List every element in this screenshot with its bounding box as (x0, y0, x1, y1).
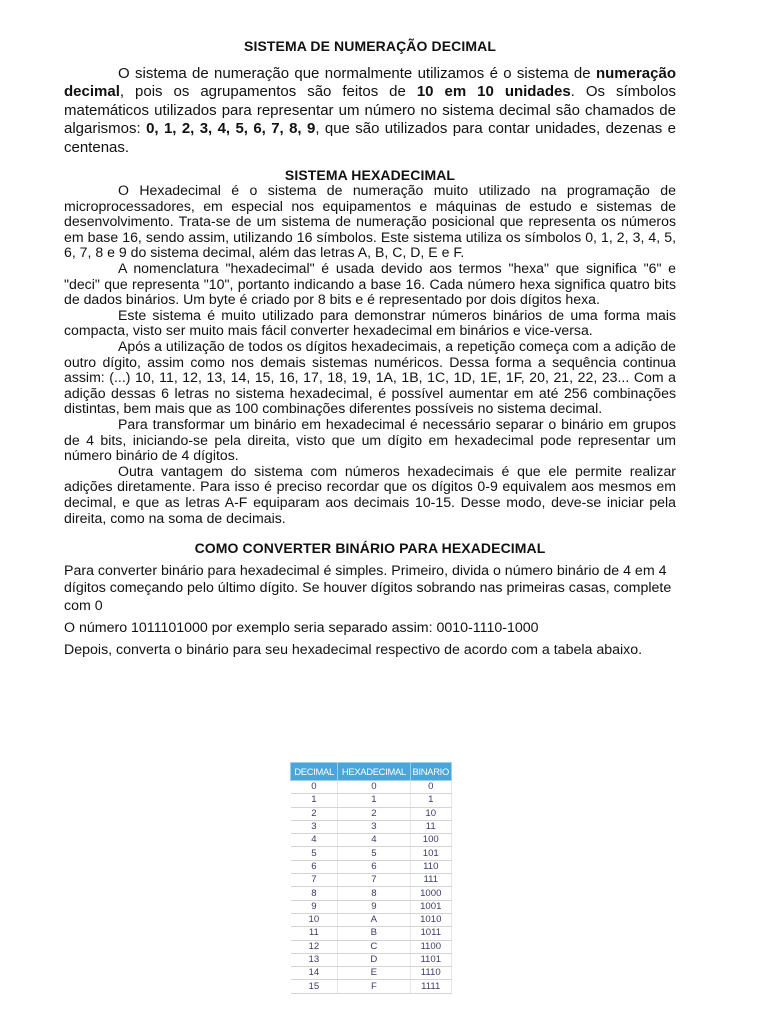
table-row (291, 874, 452, 887)
table-row (291, 781, 452, 794)
bold-digits: 0, 1, 2, 3, 4, 5, 6, 7, 8, 9 (146, 120, 316, 138)
cell-decimal: 12 (291, 940, 338, 953)
cell-decimal: 14 (291, 967, 338, 980)
section-title-conversion: COMO CONVERTER BINÁRIO PARA HEXADECIMAL (194, 540, 546, 557)
table-header-row (291, 763, 452, 781)
cell-hexadecimal: 7 (338, 874, 410, 887)
cell-decimal: 7 (291, 874, 338, 887)
text-span: . Os símbolos matemáticos utilizados para representar um número no sistema decimal são chamados de algarismos: (64, 83, 676, 138)
cell-binario: 1011 (410, 927, 451, 940)
table-row (291, 794, 452, 807)
cell-binario: 0 (410, 781, 451, 794)
cell-decimal: 15 (291, 980, 338, 993)
cell-hexadecimal: E (338, 967, 410, 980)
cell-binario: 111 (410, 874, 451, 887)
cell-binario: 10 (410, 807, 451, 820)
cell-decimal: 8 (291, 887, 338, 900)
table-row (291, 820, 452, 833)
cell-hexadecimal: A (338, 913, 410, 926)
cell-binario: 1100 (410, 940, 451, 953)
cell-hexadecimal: 1 (338, 794, 410, 807)
cell-binario: 1000 (410, 887, 451, 900)
cell-binario: 101 (410, 847, 451, 860)
document-page (64, 38, 676, 660)
table-row (291, 834, 452, 847)
conversion-table-image (290, 762, 452, 994)
table-row (291, 860, 452, 873)
cell-binario: 100 (410, 834, 451, 847)
cell-binario: 1111 (410, 980, 451, 993)
cell-hexadecimal: D (338, 953, 410, 966)
cell-hexadecimal: 3 (338, 820, 410, 833)
cell-hexadecimal: F (338, 980, 410, 993)
paragraph-conv-3: Depois, converta o binário para seu hexadecimal respectivo de acordo com a tabela abaixo. (64, 642, 643, 659)
table-row (291, 913, 452, 926)
cell-decimal: 2 (291, 807, 338, 820)
cell-decimal: 3 (291, 820, 338, 833)
paragraph-decimal (64, 65, 676, 157)
cell-hexadecimal: 8 (338, 887, 410, 900)
cell-hexadecimal: 2 (338, 807, 410, 820)
paragraph-hex-4: Após a utilização de todos os dígitos hexadecimais, a repetição começa com a adição de outro dígito, assim como nos demais sistemas numéricos. Dessa forma a sequência continua assim: (...) 10, 11, 12, 13, 14, 15, 16, 17, 18, 19, 1A, 1B, 1C, 1D, 1E, 1F, 20, 21, 22, 23... Com a adição dessas 6 letras no sistema hexadecimal, é possível aumentar em até 256 combinações distintas, bem mais que as 100 combinações diferentes possíveis no sistema decimal. (64, 337, 676, 417)
cell-decimal: 1 (291, 794, 338, 807)
cell-hexadecimal: 9 (338, 900, 410, 913)
table-row (291, 807, 452, 820)
text-span: , pois os agrupamentos são feitos de (119, 83, 417, 101)
cell-hexadecimal: 0 (338, 781, 410, 794)
table-row (291, 940, 452, 953)
section-title-hexadecimal: SISTEMA HEXADECIMAL (284, 167, 456, 184)
cell-decimal: 13 (291, 953, 338, 966)
bold-term: numeração decimal (64, 65, 676, 101)
section-title-decimal: SISTEMA DE NUMERAÇÃO DECIMAL (244, 38, 496, 54)
cell-hexadecimal: 4 (338, 834, 410, 847)
cell-decimal: 11 (291, 927, 338, 940)
table-row (291, 887, 452, 900)
header-hexadecimal: HEXADECIMAL (338, 763, 410, 781)
cell-decimal: 4 (291, 834, 338, 847)
table-row (291, 927, 452, 940)
table-row (291, 847, 452, 860)
cell-binario: 1101 (410, 953, 451, 966)
cell-decimal: 10 (291, 913, 338, 926)
text-span: O sistema de numeração que normalmente utilizamos é o sistema de (118, 65, 596, 82)
paragraph-hex-2: A nomenclatura "hexadecimal" é usada devido aos termos "hexa" que significa "6" e "deci" que representa "10", portanto indicando a base 16. Cada número hexa significa quatro bits de dados binários. Um byte é criado por 8 bits e é representado por dois dígitos hexa. (64, 260, 676, 308)
cell-binario: 11 (410, 820, 451, 833)
header-binario: BINARIO (410, 763, 451, 781)
cell-binario: 1110 (410, 967, 451, 980)
paragraph-conv-2: O número 1011101000 por exemplo seria separado assim: 0010-1110-1000 (64, 619, 539, 636)
cell-hexadecimal: C (338, 940, 410, 953)
paragraph-conv-1: Para converter binário para hexadecimal é simples. Primeiro, divida o número binário de 4 em 4 dígitos começando pelo último dígito. Se houver dígitos sobrando nas primeiras casas, complete com 0 (64, 563, 672, 614)
table-row (291, 967, 452, 980)
cell-binario: 1 (410, 794, 451, 807)
cell-decimal: 5 (291, 847, 338, 860)
paragraph-hex-1: O Hexadecimal é o sistema de numeração muito utilizado na programação de microprocessadores, em especial nos equipamentos e máquinas de estudo e sistemas de desenvolvimento. Trata-se de um sistema de numeração posicional que representa os números em base 16, sendo assim, utilizando 16 símbolos. Este sistema utiliza os símbolos 0, 1, 2, 3, 4, 5, 6, 7, 8 e 9 do sistema decimal, além das letras A, B, C, D, E e F. (64, 182, 676, 261)
conversion-table (290, 762, 452, 994)
table-row (291, 980, 452, 993)
text-span: , que são utilizados para contar unidades, dezenas e centenas. (64, 120, 676, 156)
cell-decimal: 9 (291, 900, 338, 913)
cell-hexadecimal: B (338, 927, 410, 940)
cell-decimal: 6 (291, 860, 338, 873)
paragraph-hex-6: Outra vantagem do sistema com números hexadecimais é que ele permite realizar adições diretamente. Para isso é preciso recordar que os dígitos 0-9 equivalem aos mesmos em decimal, e que as letras A-F equiparam aos decimais 10-15. Desse modo, deve-se iniciar pela direita, como na soma de decimais. (64, 462, 676, 526)
cell-binario: 1001 (410, 900, 451, 913)
table-row (291, 900, 452, 913)
table-row (291, 953, 452, 966)
paragraph-hex-3: Este sistema é muito utilizado para demonstrar números binários de uma forma mais compacta, visto ser muito mais fácil converter hexadecimal em binários e vice-versa. (64, 306, 676, 339)
cell-hexadecimal: 5 (338, 847, 410, 860)
bold-term: 10 em 10 unidades (416, 83, 571, 101)
header-decimal: DECIMAL (291, 763, 338, 781)
cell-decimal: 0 (291, 781, 338, 794)
cell-binario: 110 (410, 860, 451, 873)
cell-hexadecimal: 6 (338, 860, 410, 873)
paragraph-hex-5: Para transformar um binário em hexadecimal é necessário separar o binário em grupos de 4 bits, iniciando-se pela direita, visto que um dígito em hexadecimal pode representar um número binário de 4 dígitos. (64, 415, 676, 464)
cell-binario: 1010 (410, 913, 451, 926)
